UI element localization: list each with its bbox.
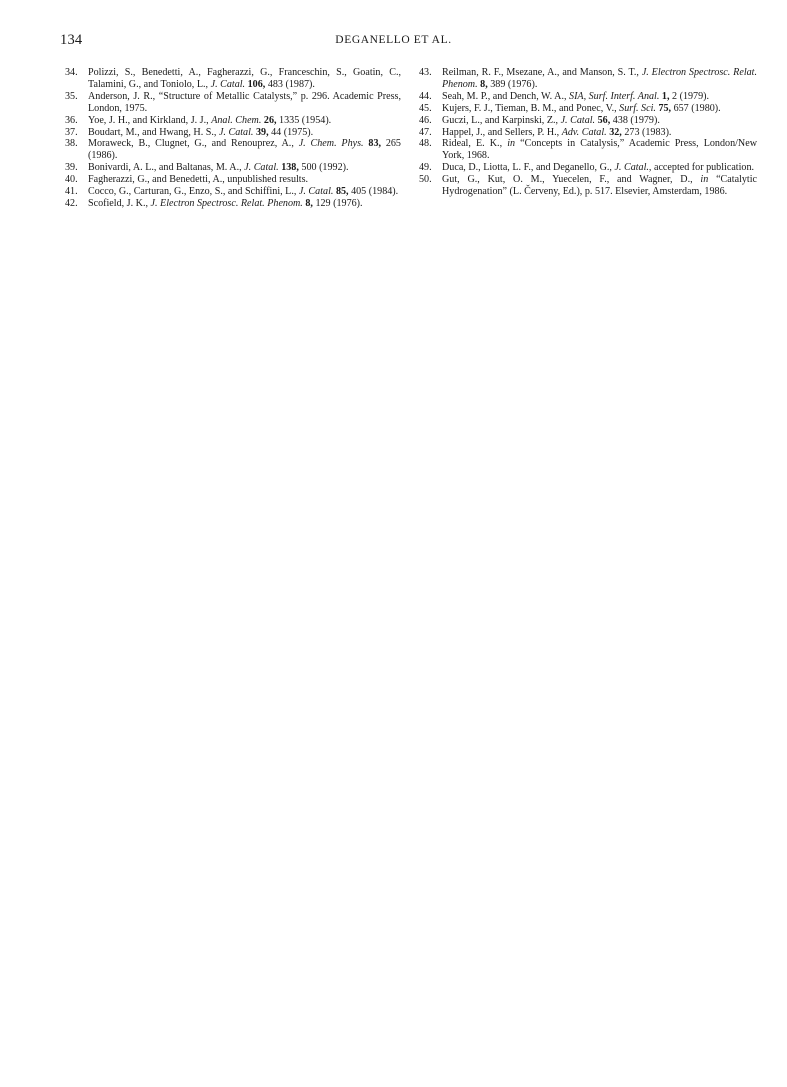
reference-text: Cocco, G., Carturan, G., Enzo, S., and Schiffini, L., [88,186,299,198]
reference-entry [65,91,401,115]
reference-text: Scofield, J. K., [88,197,151,209]
reference-entry [419,174,757,198]
reference-text: Anderson, J. R., “Structure of Metallic Catalysts,” p. 296. Academic Press, London, 1975. [88,90,401,114]
reference-entry [65,162,401,174]
reference-number: 49 . [419,162,438,174]
reference-entry [419,103,757,115]
reference-text: 138, [281,162,299,174]
reference-text: 265 (1986). [88,138,401,162]
reference-text: 389 (1976). [487,78,538,90]
reference-text: 32, [609,126,622,138]
reference-text: J. Chem. Phys. [298,138,364,150]
reference-text: 1335 (1954). [276,114,332,126]
reference-text: Duca, D., Liotta, L. F., and Deganello, G., [442,162,615,174]
reference-text: J. Catal. [210,78,246,90]
reference-number: 38 . [65,138,84,150]
running-head: DEGANELLO ET AL. [335,34,452,46]
reference-text: J. Catal. [560,114,596,126]
reference-text: J. Catal., [614,162,652,174]
reference-text: 8, [305,197,313,209]
reference-text: 106, [247,78,266,90]
reference-text: 657 (1980). [671,102,721,114]
reference-text: 129 (1976). [312,197,363,209]
reference-text: accepted for publication. [651,162,755,174]
reference-number: 41 . [65,186,84,198]
reference-number: 45 . [419,103,438,115]
reference-text: Polizzi, S., Benedetti, A., Fagherazzi, G., Franceschin, S., Goatin, C., Talamini, G., and Toniolo, L., [88,67,401,90]
reference-text: Happel, J., and Sellers, P. H., [442,126,562,138]
reference-text: 483 (1987). [265,78,315,90]
reference-number: 47 . [419,127,438,139]
reference-text: 2 (1979). [669,90,710,102]
reference-entry [65,127,401,139]
reference-text: 405 (1984). [348,186,399,198]
reference-text: in [700,174,709,186]
reference-text: 1, [661,90,670,102]
reference-text: 438 (1979). [610,114,660,126]
reference-text: J. Catal. [298,186,334,198]
reference-number: 40 . [65,174,84,186]
reference-text: 75, [658,102,672,114]
reference-entry [65,67,401,91]
reference-text: J. Catal. [244,162,279,174]
reference-text: in [507,138,516,150]
reference-text: Kujers, F. J., Tieman, B. M., and Ponec, V., [442,102,620,114]
reference-entry [419,127,757,139]
reference-entry [419,162,757,174]
references-left-column [65,67,401,210]
references-right-column [419,67,757,198]
reference-entry [419,115,757,127]
reference-text: 39, [255,126,269,138]
reference-entry [65,186,401,198]
reference-text: 8, [480,78,488,90]
reference-text: “Concepts in Catalysis,” Academic Press, London/New York, 1968. [442,138,757,162]
reference-number: 43 . [419,67,438,79]
reference-text: Rideal, E. K., [442,138,508,150]
reference-number: 35 . [65,91,84,103]
reference-number: 42 . [65,198,84,210]
reference-entry [419,67,757,91]
reference-number: 46 . [419,115,438,127]
reference-number: 37 . [65,127,84,139]
reference-text: 56, [597,114,611,126]
reference-number: 50 . [419,174,438,186]
reference-number: 36 . [65,115,84,127]
reference-text: Bonivardi, A. L., and Baltanas, M. A., [88,162,245,174]
reference-number: 44 . [419,91,438,103]
page-number: 134 [60,32,83,48]
reference-entry [419,138,757,162]
reference-text: 273 (1983). [621,126,672,138]
reference-text: SIA, Surf. Interf. Anal. [569,90,660,102]
reference-text: Seah, M. P., and Dench, W. A., [442,90,570,102]
reference-entry [419,91,757,103]
reference-text: Moraweck, B., Clugnet, G., and Renouprez, A., [88,138,299,150]
reference-text: Guczi, L., and Karpinski, Z., [442,114,561,126]
reference-text: Anal. Chem. [211,114,262,126]
reference-entry [65,115,401,127]
reference-text: 83, [368,138,382,150]
reference-text: Fagherazzi, G., and Benedetti, A., unpublished results. [88,174,309,186]
reference-text: Boudart, M., and Hwang, H. S., [88,126,219,138]
reference-text: 26, [263,114,277,126]
reference-number: 48 . [419,138,438,150]
reference-entry [65,174,401,186]
reference-text: 44 (1975). [268,126,314,138]
reference-text: Adv. Catal. [561,126,607,138]
reference-number: 34 . [65,67,84,79]
reference-text: J. Electron Spectrosc. Relat. Phenom. [442,67,757,90]
reference-text: 85, [335,186,349,198]
reference-text: Reilman, R. F., Msezane, A., and Manson, S. T., [442,67,642,78]
reference-text: Gut, G., Kut, O. M., Yuecelen, F., and Wagner, D., [442,174,701,186]
reference-text: 500 (1992). [298,162,349,174]
reference-entry [65,138,401,162]
reference-text: J. Electron Spectrosc. Relat. Phenom. [150,197,303,209]
reference-text: Yoe, J. H., and Kirkland, J. J., [88,114,212,126]
reference-number: 39 . [65,162,84,174]
reference-text: “Catalytic Hydrogenation” (L. Červeny, Ed.), p. 517. Elsevier, Amsterdam, 1986. [442,174,757,198]
reference-entry [65,198,401,210]
reference-text: J. Catal. [218,126,254,138]
reference-text: Surf. Sci. [619,102,656,114]
